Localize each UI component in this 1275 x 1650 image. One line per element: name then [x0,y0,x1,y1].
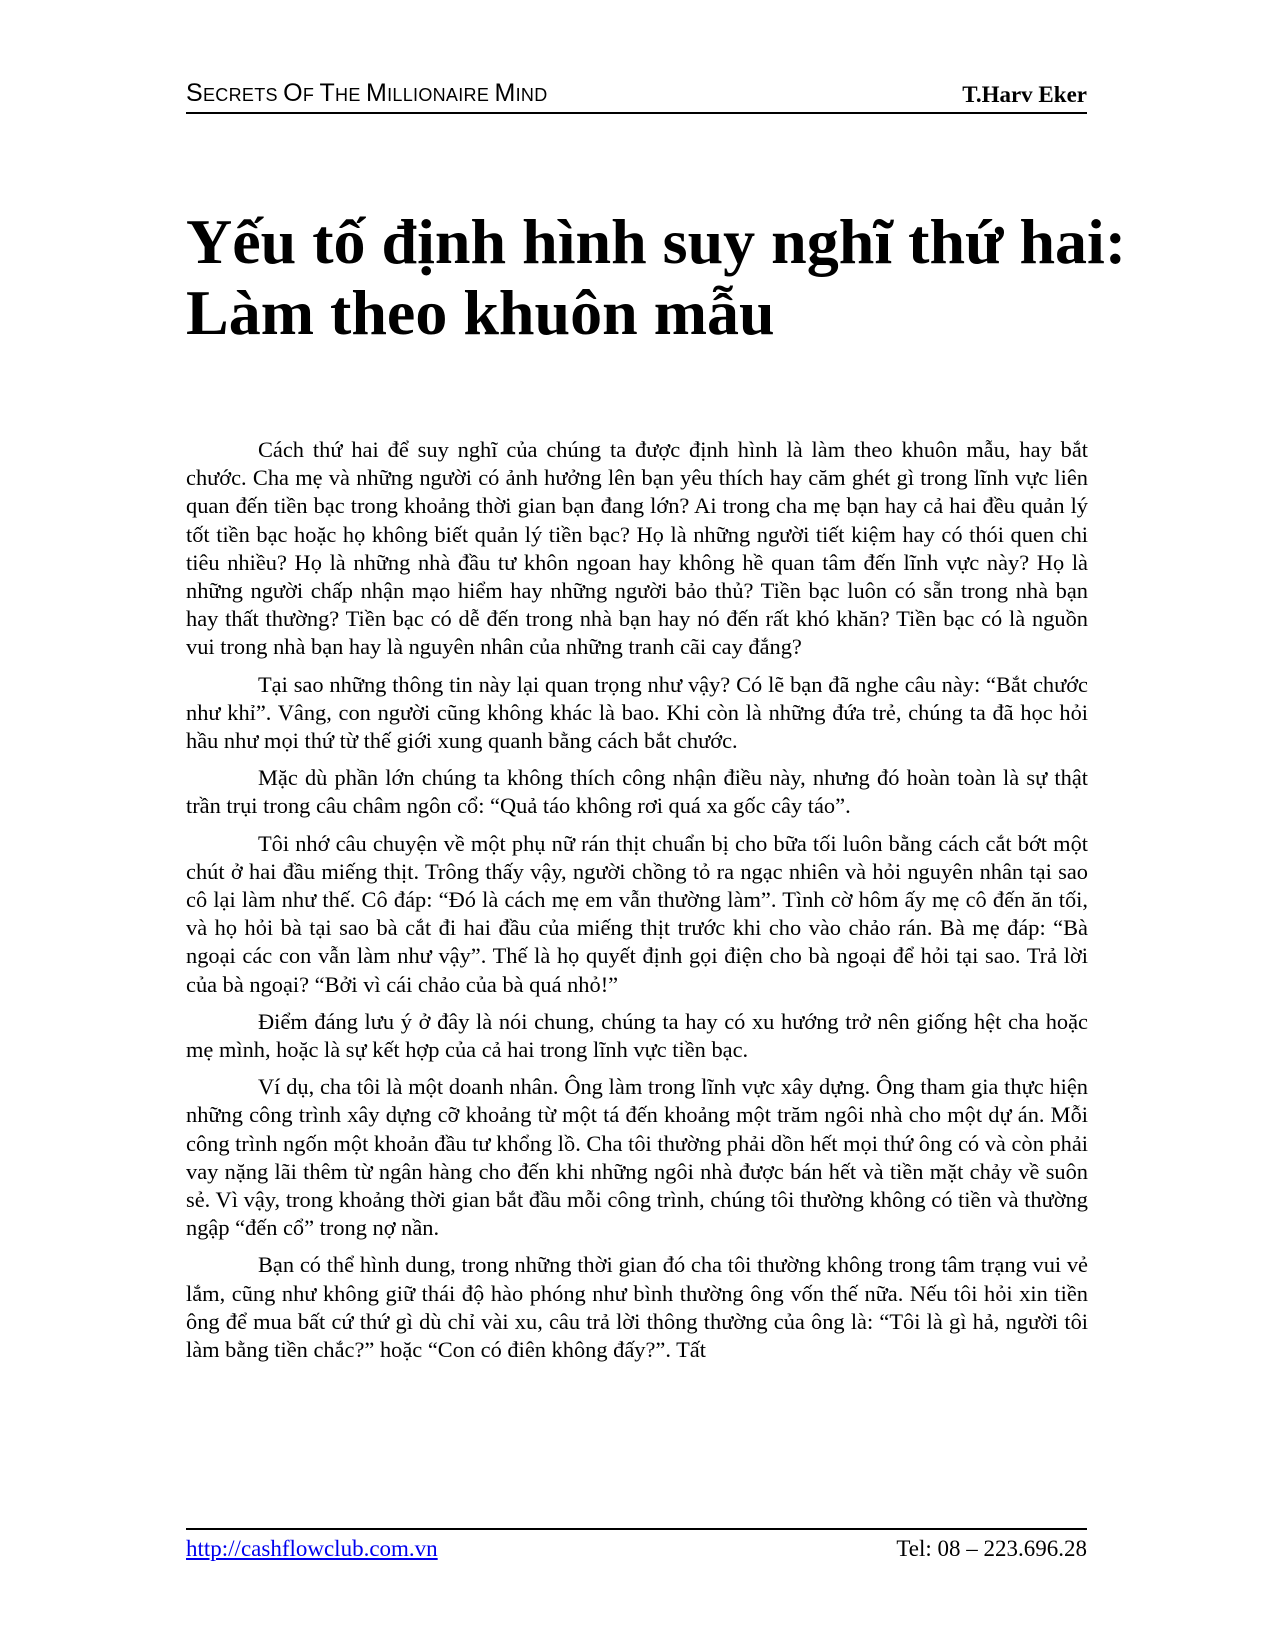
book-title-initial: M [365,79,388,107]
chapter-title [186,206,1127,348]
author-name: T.Harv Eker [962,82,1087,107]
phone-number: Tel: 08 – 223.696.28 [896,1536,1087,1561]
paragraph: Cách thứ hai để suy nghĩ của chúng ta được định hình là làm theo khuôn mẫu, hay bắt chước. Cha mẹ và những người có ảnh hưởng lên bạn yêu thích hay căm ghét gì trong lĩnh vực liên quan đến tiền bạc trong khoảng thời gian bạn đang lớn? Ai trong cha mẹ bạn hay cả hai đều quản lý tốt tiền bạc hoặc họ không biết quản lý tiền bạc? Họ là những người tiết kiệm hay có thói quen chi tiêu nhiều? Họ là những nhà đầu tư khôn ngoan hay không hề quan tâm đến lĩnh vực này? Họ là những người chấp nhận mạo hiểm hay những người bảo thủ? Tiền bạc luôn có sẵn trong nhà bạn hay thất thường? Tiền bạc có dễ đến trong nhà bạn hay nó đến rất khó khăn? Tiền bạc có là nguồn vui trong nhà bạn hay là nguyên nhân của những tranh cãi cay đắng? [186,437,1088,660]
chapter-title-line: Làm theo khuôn mẫu [186,277,775,348]
paragraph: Mặc dù phần lớn chúng ta không thích công nhận điều này, nhưng đó hoàn toàn là sự thật trần trụi trong câu châm ngôn cổ: “Quả táo không rơi quá xa gốc cây táo”. [186,765,1088,819]
running-header [186,76,1087,114]
book-title-word: IND [515,85,548,105]
book-title [186,79,548,108]
paragraph: Tại sao những thông tin này lại quan trọng như vậy? Có lẽ bạn đã nghe câu này: “Bắt chước như khỉ”. Vâng, con người cũng không khác là bao. Khi còn là những đứa trẻ, chúng ta đã học hỏi hầu như mọi thứ từ thế giới xung quanh bằng cách bắt chước. [186,671,1088,754]
running-footer [186,1528,1087,1570]
paragraph: Bạn có thể hình dung, trong những thời gian đó cha tôi thường không trong tâm trạng vui vẻ lắm, cũng như không giữ thái độ hào phóng như bình thường ông vốn thế nữa. Nếu tôi hỏi xin tiền ông để mua bất cứ thứ gì dù chỉ vài xu, câu trả lời thông thường của ông là: “Tôi là gì hả, người tôi làm bằng tiền chắc?” hoặc “Con có điên không đấy?”. Tất [186,1252,1088,1363]
book-title-word: HE [335,85,361,105]
book-title-initial: M [494,79,516,107]
body-text [186,436,1088,1373]
book-title-word: F [302,85,315,105]
book-title-word: ECRETS [202,85,278,105]
paragraph: Tôi nhớ câu chuyện về một phụ nữ rán thịt chuẩn bị cho bữa tối luôn bằng cách cắt bớt một chút ở hai đầu miếng thịt. Trông thấy vậy, người chồng tỏ ra ngạc nhiên và hỏi nguyên nhân tại sao cô lại làm như thế. Cô đáp: “Đó là cách mẹ em vẫn thường làm”. Tình cờ hôm ấy mẹ cô đến ăn tối, và họ hỏi bà tại sao bà cắt đi hai đầu của miếng thịt trước khi cho vào chảo rán. Bà mẹ đáp: “Bà ngoại các con vẫn làm như vậy”. Thế là họ quyết định gọi điện cho bà ngoại để hỏi tại sao. Trả lời của bà ngoại? “Bởi vì cái chảo của bà quá nhỏ!” [186,830,1088,997]
book-title-initial: O [283,79,303,107]
book-title-initial: T [319,79,336,107]
book-title-initial: S [186,79,203,107]
chapter-title-line: Yếu tố định hình suy nghĩ thứ hai: [186,206,1127,277]
paragraph: Điểm đáng lưu ý ở đây là nói chung, chúng ta hay có xu hướng trở nên giống hệt cha hoặc mẹ mình, hoặc là sự kết hợp của cả hai trong lĩnh vực tiền bạc. [186,1008,1088,1063]
paragraph: Ví dụ, cha tôi là một doanh nhân. Ông làm trong lĩnh vực xây dựng. Ông tham gia thực hiện những công trình xây dựng cỡ khoảng từ một tá đến khoảng một trăm ngôi nhà cho một dự án. Mỗi công trình ngốn một khoản đầu tư khổng lồ. Cha tôi thường phải dồn hết mọi thứ ông có và còn phải vay nặng lãi thêm từ ngân hàng cho đến khi những ngôi nhà được bán hết và tiền mặt chảy về suôn sẻ. Vì vậy, trong khoảng thời gian bắt đầu mỗi công trình, chúng tôi thường không có tiền và thường ngập “đến cổ” trong nợ nần. [186,1074,1088,1241]
book-title-word: ILLIONAIRE [387,85,490,105]
website-link[interactable]: http://cashflowclub.com.vn [186,1536,438,1561]
